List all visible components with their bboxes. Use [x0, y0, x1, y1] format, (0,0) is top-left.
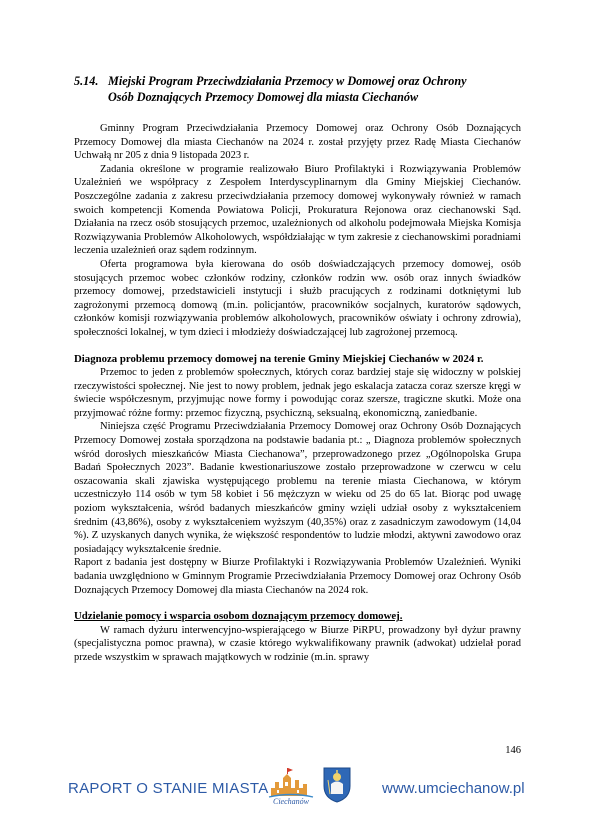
subsection-heading-diagnosis: Diagnoza problemu przemocy domowej na terenie Gminy Miejskiej Ciechanów w 2024 r. [74, 352, 484, 365]
paragraph: W ramach dyżuru interwencyjno-wspierającego w Biurze PiRPU, prowadzony był dyżur prawny (specjalistyczna pomoc prawna), w czasie którego wykwalifikowany prawnik (adwokat) udzielał porad przede wszystkim w sprawach majątkowych w rodzinie (m.in. sprawy [74, 624, 521, 663]
section-title-line-1: Miejski Program Przeciwdziałania Przemocy w Domowej oraz Ochrony [108, 74, 467, 88]
paragraph: Gminny Program Przeciwdziałania Przemocy Domowej oraz Ochrony Osób Doznających Przemocy Domowej dla miasta Ciechanów na 2024 r. został przyjęty przez Radę Miasta Ciechanów Uchwałą nr 205 z dnia 9 listopada 2023 r. [74, 123, 521, 162]
paragraph: Przemoc to jeden z problemów społecznych, których coraz bardziej staje się widoczny w polskiej rzeczywistości społecznej. Nie jest to nowy problem, jednak jego eskalacja zatacza coraz szersze kręgi w świecie współczesnym, przyjmując nowe formy i powodując coraz szersze, tragiczne skutki. Może ona przyjmować różne formy: przemoc fizyczną, psychiczną, seksualną, ekonomiczną, zaniedbanie. [74, 367, 521, 419]
city-logo-text: Ciechanów [273, 797, 309, 806]
city-crest-icon [322, 764, 352, 804]
page-number: 146 [505, 745, 521, 756]
page-footer [0, 760, 594, 820]
paragraph: Oferta programowa była kierowana do osób doświadczających przemocy domowej, osób stosujących przemoc wobec członków rodziny, członków rodzin ww. osób oraz innych świadków przemocy domowej, przedstawicieli instytucji i służb pracujących z rodzinami dotkniętymi lub zagrożonymi przemocą domową (m.in. policjantów, pracowników socjalnych, kuratorów sądowych, członków komisji rozwiązywania problemów alkoholowych, pracowników oświaty i ochrony zdrowia), społeczności lokalnej, w tym dzieci i młodzieży doświadczającej lub zagrożonej przemocą. [74, 258, 521, 338]
footer-website-link[interactable]: www.umciechanow.pl [382, 780, 525, 797]
paragraph: Niniejsza część Programu Przeciwdziałania Przemocy Domowej oraz Ochrony Osób Doznających Przemocy Domowej została sporządzona na podstawie badania pt.: „ Diagnoza problemów społecznych wśród dorosłych mieszkańców Miasta Ciechanowa”, przeprowadzonego przez „Ogólnopolska Grupa Badań Społecznych 2023”. Badanie kwestionariuszowe zostało przeprowadzone w czerwcu w celu oszacowania skali zjawiska występującego problemu na terenie miasta Ciechanowa, w którym uczestniczyło 114 osób w tym 58 kobiet i 56 mężczyzn w wieku od 25 do 65 lat. Biorąc pod uwagę poziom wykształcenia, wśród badanych mieszkańców gminy wzięli udział osoby z wykształceniem średnim (43,86%), osoby z wykształceniem wyższym (40,35%) oraz z zasadniczym zawodowym (14,04 %). Z uzyskanych danych wynika, że większość respondentów to ludzie młodzi, aktywni zawodowo oraz posiadający wykształcenie średnie. [74, 421, 521, 555]
footer-report-title: RAPORT O STANIE MIASTA [68, 780, 269, 797]
paragraph: Raport z badania jest dostępny w Biurze Profilaktyki i Rozwiązywania Problemów Uzależnień. Wyniki badania uwzględniono w Gminnym Programie Przeciwdziałania Przemocy Domowej oraz Ochrony Osób Doznających Przemocy Domowej dla miasta Ciechanów na 2024 rok. [74, 557, 521, 596]
paragraph: Zadania określone w programie realizowało Biuro Profilaktyki i Rozwiązywania Problemów Uzależnień we współpracy z Zespołem Interdyscyplinarnym dla Gminy Miejskiej Ciechanów. Poszczególne zadania z zakresu przeciwdziałania przemocy domowej wykonywały również w ramach swoich kompetencji Komenda Powiatowa Policji, Prokuratura Rejonowa oraz ciechanowski Sąd. Działania na rzecz osób stosujących przemoc, uzależnionych od alkoholu podejmowała Miejska Komisja Rozwiązywania Problemów Alkoholowych, współdziałając w tym zakresie z ciechanowskimi poradniami leczenia uzależnień oraz sądem rodzinnym. [74, 163, 521, 257]
document-body [74, 122, 521, 665]
section-title-line-2: Osób Doznających Przemocy Domowej dla miasta Ciechanów [108, 90, 419, 104]
section-heading [74, 73, 544, 105]
city-logo-icon [267, 766, 315, 806]
subsection-heading-support: Udzielanie pomocy i wsparcia osobom doznającym przemocy domowej. [74, 610, 403, 623]
section-number: 5.14. [74, 74, 99, 88]
